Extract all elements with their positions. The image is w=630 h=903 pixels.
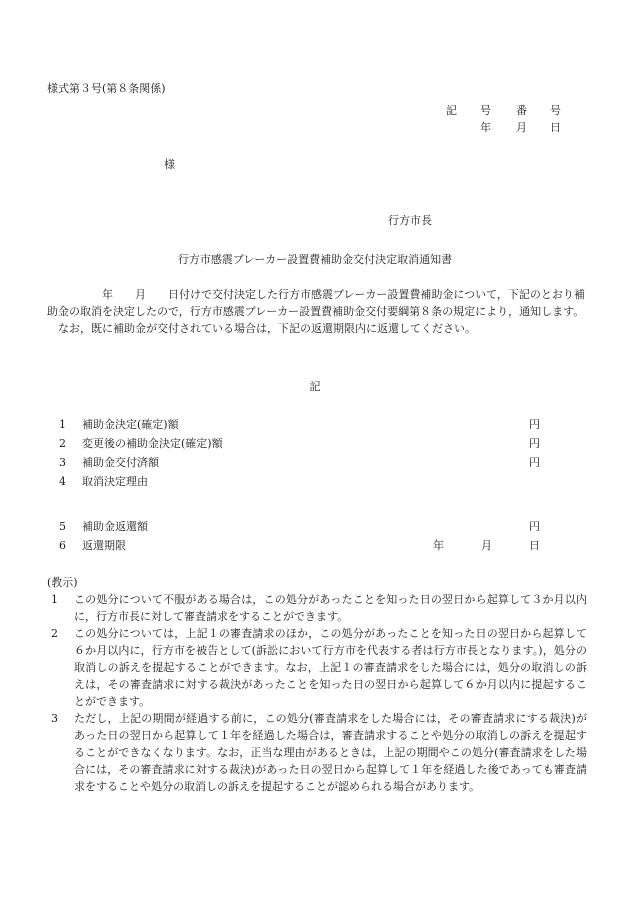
item-row (47, 416, 547, 433)
note-number: 1 (51, 593, 58, 606)
meta-ban: 番 (516, 104, 527, 117)
note-item (47, 591, 587, 625)
item-number: 5 (59, 520, 66, 533)
issuer: 行方市長 (388, 214, 432, 227)
item-number: 1 (59, 418, 66, 431)
item-label: 補助金決定(確定)額 (82, 418, 179, 431)
item-number: 4 (59, 475, 66, 488)
meta-ki: 記 (446, 104, 457, 117)
notes-heading: (教示) (47, 576, 78, 589)
item-row (47, 518, 547, 535)
ki-heading: 記 (309, 380, 321, 393)
body-paragraph-2: なお，既に補助金が交付されている場合は，下記の返還期限内に返還してください。 (47, 322, 476, 335)
item-row (47, 537, 547, 554)
item-row (47, 454, 547, 471)
document-title: 行方市感震ブレーカー設置費補助金交付決定取消通知書 (177, 253, 453, 266)
item-row (47, 473, 547, 490)
recipient-suffix: 様 (164, 158, 175, 171)
meta-go: 号 (480, 104, 491, 117)
item-unit: 円 (529, 437, 540, 450)
item-unit: 円 (529, 520, 540, 533)
deadline-day: 日 (529, 539, 540, 552)
note-number: 2 (51, 627, 58, 640)
body-text (47, 286, 587, 337)
notes-list (47, 591, 587, 795)
note-item (47, 710, 587, 795)
date-month: 月 (516, 121, 527, 134)
item-label: 補助金交付済額 (82, 456, 159, 469)
deadline-month: 月 (481, 539, 492, 552)
item-label: 補助金返還額 (82, 520, 148, 533)
form-number: 様式第３号(第８条関係) (47, 82, 166, 95)
body-paragraph-1: 年 月 日付けで交付決定した行方市感震ブレーカー設置費補助金について，下記のとおり補助金の取消を決定したので，行方市感震ブレーカー設置費補助金交付要綱第８条の規定により，通知します。 (47, 288, 585, 318)
note-number: 3 (51, 712, 58, 725)
item-number: 3 (59, 456, 66, 469)
item-unit: 円 (529, 418, 540, 431)
note-text: ただし，上記の期間が経過する前に，この処分(審査請求をした場合には，その審査請求にする裁決)があった日の翌日から起算して１年を経過した場合は，審査請求することや処分の取消しの訴えを提起することができなくなります。なお，正当な理由があるときは，上記の期間やこの処分(審査請求をした場合には，その審査請求に対する裁決)があった日の翌日から起算して１年を経過した後であっても審査請求をすることや処分の取消しの訴えを提起することが認められる場合があります。 (74, 712, 587, 793)
item-unit: 円 (529, 456, 540, 469)
note-text: この処分について不服がある場合は，この処分があったことを知った日の翌日から起算して３か月以内に，行方市長に対して審査請求をすることができます。 (74, 593, 587, 623)
date-day: 日 (550, 121, 561, 134)
note-text: この処分については，上記１の審査請求のほか，この処分があったことを知った日の翌日から起算して６か月以内に，行方市を被告として(訴訟において行方市を代表する者は行方市長となります。)，処分の取消しの訴えを提起することができます。なお，上記１の審査請求をした場合には，処分の取消しの訴えは，その審査請求に対する裁決があったことを知った日の翌日から起算して６か月以内に提起することができます。 (74, 627, 587, 708)
meta-go-2: 号 (550, 104, 561, 117)
item-label: 取消決定理由 (82, 475, 148, 488)
note-item (47, 625, 587, 710)
item-label: 返還期限 (82, 539, 126, 552)
item-row (47, 435, 547, 452)
deadline-year: 年 (433, 539, 444, 552)
item-number: 2 (59, 437, 66, 450)
item-number: 6 (59, 539, 66, 552)
date-year: 年 (480, 121, 491, 134)
item-label: 変更後の補助金決定(確定)額 (82, 437, 223, 450)
